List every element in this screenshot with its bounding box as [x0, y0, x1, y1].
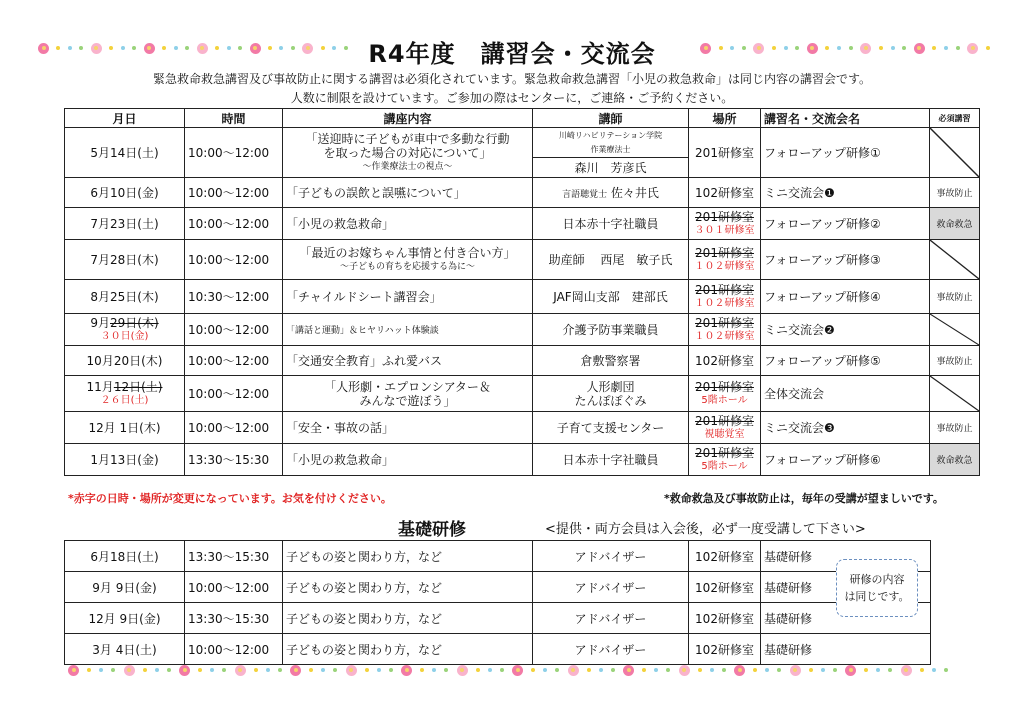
session-date: 5月14日(土) — [65, 128, 185, 178]
table-header-row — [65, 109, 980, 128]
dot-icon — [222, 668, 226, 672]
slash-line — [930, 376, 979, 411]
place-old: 201研修室 — [695, 209, 754, 224]
place-old: 201研修室 — [695, 245, 754, 260]
dot-icon — [420, 668, 424, 672]
dot-icon — [155, 668, 159, 672]
place-old: 201研修室 — [695, 413, 754, 428]
dot-icon — [543, 668, 547, 672]
callout-line: 研修の内容 — [849, 573, 905, 586]
session-place — [689, 376, 761, 412]
session-lecturer — [533, 178, 689, 208]
table-row — [65, 412, 980, 444]
lecturer-name: 佐々井氏 — [610, 186, 659, 200]
session-place — [689, 444, 761, 476]
callout-line: は同じです。 — [844, 590, 910, 603]
content-line: を取った場合の対応について」 — [323, 145, 492, 160]
required-empty — [930, 376, 980, 412]
flower-icon — [401, 665, 412, 676]
session-lecturer: 日本赤十字社職員 — [533, 444, 689, 476]
session-lecturer: 子育て支援センター — [533, 412, 689, 444]
required-badge: 事故防止 — [930, 412, 980, 444]
dot-icon — [278, 668, 282, 672]
date-old: 12日(土) — [113, 379, 163, 394]
basic-content: 子どもの姿と関わり方，など — [283, 634, 533, 665]
place-new: 視聴覚室 — [704, 428, 745, 440]
date-prefix: 11月 — [86, 379, 114, 394]
notice-line-2: 人数に制限を設けています。ご参加の際はセンターに，ご連絡・ご予約ください。 — [290, 91, 734, 105]
basic-date: 9月 9日(金) — [65, 572, 185, 603]
basic-place: 102研修室 — [689, 634, 761, 665]
table-row — [65, 128, 980, 158]
lecturer-role: 言語聴覚士 — [562, 190, 608, 200]
session-place: 102研修室 — [689, 346, 761, 376]
dot-icon — [476, 668, 480, 672]
dot-icon — [710, 668, 714, 672]
table-row — [65, 314, 980, 346]
session-content: 「交通安全教育」ふれ愛バス — [283, 346, 533, 376]
session-time: 10:00～12:00 — [185, 208, 283, 240]
session-date: 10月20日(木) — [65, 346, 185, 376]
session-content: 「講話と運動」＆ヒヤリハット体験談 — [283, 314, 533, 346]
table-row — [65, 634, 931, 665]
session-place: 102研修室 — [689, 178, 761, 208]
basic-lecturer: アドバイザー — [533, 634, 689, 665]
session-lecturer: 日本赤十字社職員 — [533, 208, 689, 240]
header-name: 講習名・交流会名 — [761, 109, 930, 128]
table-row — [65, 178, 980, 208]
session-name: フォローアップ研修⑥ — [761, 444, 930, 476]
session-lecturer: 倉敷警察署 — [533, 346, 689, 376]
table-row — [65, 541, 931, 572]
table-row — [65, 444, 980, 476]
table-row — [65, 603, 931, 634]
session-name: 全体交流会 — [761, 376, 930, 412]
dot-icon — [944, 668, 948, 672]
flower-icon — [845, 665, 856, 676]
dot-icon — [864, 668, 868, 672]
session-time: 10:30～12:00 — [185, 280, 283, 314]
basic-place: 102研修室 — [689, 572, 761, 603]
header-required: 必須講習 — [930, 109, 980, 128]
basic-name: 基礎研修 — [761, 572, 931, 603]
dot-icon — [99, 668, 103, 672]
basic-name: 基礎研修 — [761, 541, 931, 572]
session-name: フォローアップ研修① — [761, 128, 930, 178]
content-line: みんなで遊ぼう」 — [359, 393, 456, 408]
session-name: フォローアップ研修② — [761, 208, 930, 240]
session-content: 「チャイルドシート講習会」 — [283, 280, 533, 314]
place-new: １０２研修室 — [694, 330, 755, 342]
dot-icon — [555, 668, 559, 672]
dot-icon — [920, 668, 924, 672]
dot-icon — [210, 668, 214, 672]
place-new: １０２研修室 — [694, 297, 755, 309]
dot-icon — [611, 668, 615, 672]
place-new: 5階ホール — [701, 460, 748, 472]
session-content — [283, 240, 533, 280]
schedule-table — [64, 108, 980, 476]
session-place — [689, 314, 761, 346]
basic-content: 子どもの姿と関わり方，など — [283, 541, 533, 572]
required-empty — [930, 240, 980, 280]
lecturer-line: たんぽぽぐみ — [574, 393, 647, 408]
session-content: 「小児の救急救命」 — [283, 444, 533, 476]
basic-time: 10:00～12:00 — [185, 572, 283, 603]
flower-icon — [124, 665, 135, 676]
dot-icon — [389, 668, 393, 672]
place-old: 201研修室 — [695, 282, 754, 297]
basic-place: 102研修室 — [689, 603, 761, 634]
dot-icon — [321, 668, 325, 672]
session-date: 8月25日(木) — [65, 280, 185, 314]
flower-icon — [346, 665, 357, 676]
content-line: ～作業療法士の視点～ — [362, 161, 453, 172]
required-badge: 救命救急 — [930, 208, 980, 240]
place-old: 201研修室 — [695, 379, 754, 394]
session-name: ミニ交流会❷ — [761, 314, 930, 346]
basic-place: 102研修室 — [689, 541, 761, 572]
session-time: 10:00～12:00 — [185, 412, 283, 444]
flower-icon — [179, 665, 190, 676]
session-date: 7月28日(木) — [65, 240, 185, 280]
dot-icon — [753, 668, 757, 672]
session-time: 10:00～12:00 — [185, 128, 283, 178]
session-content — [283, 128, 533, 178]
flower-icon — [790, 665, 801, 676]
dot-icon — [500, 668, 504, 672]
dot-icon — [432, 668, 436, 672]
note-annual: *救命救急及び事故防止は，毎年の受講が望ましいです。 — [664, 492, 944, 505]
basic-date: 3月 4日(土) — [65, 634, 185, 665]
dot-icon — [111, 668, 115, 672]
date-old: 29日(木) — [110, 315, 159, 330]
session-name: フォローアップ研修③ — [761, 240, 930, 280]
dot-icon — [654, 668, 658, 672]
required-empty — [930, 128, 980, 178]
dot-icon — [377, 668, 381, 672]
session-name: ミニ交流会❶ — [761, 178, 930, 208]
slash-line — [930, 314, 979, 345]
flower-icon — [457, 665, 468, 676]
dot-icon — [777, 668, 781, 672]
session-lecturer: 助産師 西尾 敏子氏 — [533, 240, 689, 280]
flower-icon — [901, 665, 912, 676]
dot-icon — [531, 668, 535, 672]
flower-icon — [623, 665, 634, 676]
dot-icon — [765, 668, 769, 672]
session-lecturer-name: 森川 芳彦氏 — [533, 158, 689, 178]
session-date: 6月10日(金) — [65, 178, 185, 208]
note-changes: *赤字の日時・場所が変更になっています。お気を付けください。 — [68, 492, 392, 505]
required-badge: 事故防止 — [930, 280, 980, 314]
dot-icon — [444, 668, 448, 672]
date-prefix: 9月 — [90, 315, 110, 330]
dot-icon — [642, 668, 646, 672]
date-new: ２６日(土) — [100, 394, 149, 406]
basic-lecturer: アドバイザー — [533, 572, 689, 603]
basic-lecturer: アドバイザー — [533, 603, 689, 634]
session-name: ミニ交流会❸ — [761, 412, 930, 444]
dot-icon — [488, 668, 492, 672]
basic-content: 子どもの姿と関わり方，など — [283, 572, 533, 603]
dot-icon — [309, 668, 313, 672]
session-content: 「子どもの誤飲と誤嚥について」 — [283, 178, 533, 208]
session-lecturer: JAF岡山支部 建部氏 — [533, 280, 689, 314]
basic-name: 基礎研修 — [761, 634, 931, 665]
required-badge: 救命救急 — [930, 444, 980, 476]
session-content: 「小児の救急救命」 — [283, 208, 533, 240]
place-old: 201研修室 — [695, 445, 754, 460]
flower-icon — [679, 665, 690, 676]
header-lecturer: 講師 — [533, 109, 689, 128]
dot-icon — [143, 668, 147, 672]
table-row — [65, 208, 980, 240]
basic-time: 10:00～12:00 — [185, 634, 283, 665]
dot-icon — [167, 668, 171, 672]
date-new: ３０日(金) — [100, 330, 149, 342]
content-line: 「最近のお嫁ちゃん事情と付き合い方」 — [299, 245, 516, 260]
table-row — [65, 240, 980, 280]
place-new: １０２研修室 — [694, 260, 755, 272]
session-time: 10:00～12:00 — [185, 240, 283, 280]
session-lecturer — [533, 376, 689, 412]
content-line: ～子どもの育ちを応援する為に～ — [339, 261, 475, 272]
flower-icon — [734, 665, 745, 676]
dot-icon — [666, 668, 670, 672]
session-place: 201研修室 — [689, 128, 761, 178]
session-date: 12月 1日(木) — [65, 412, 185, 444]
notice-line-1: 緊急救命救急講習及び事故防止に関する講習は必須化されています。緊急救命救急講習「小児の救急救命」は同じ内容の講習会です。 — [152, 72, 872, 86]
place-new: ３０１研修室 — [694, 224, 755, 236]
table-row — [65, 346, 980, 376]
header-date: 月日 — [65, 109, 185, 128]
session-date: 7月23日(土) — [65, 208, 185, 240]
session-lecturer-org — [533, 128, 689, 158]
basic-date: 6月18日(土) — [65, 541, 185, 572]
session-time: 10:00～12:00 — [185, 178, 283, 208]
flower-icon — [235, 665, 246, 676]
dot-icon — [698, 668, 702, 672]
basic-lecturer: アドバイザー — [533, 541, 689, 572]
dot-icon — [266, 668, 270, 672]
session-place — [689, 208, 761, 240]
table-row — [65, 280, 980, 314]
dot-icon — [821, 668, 825, 672]
flower-icon — [568, 665, 579, 676]
dot-icon — [599, 668, 603, 672]
dot-icon — [722, 668, 726, 672]
content-line: 「送迎時に子どもが車中で多動な行動 — [305, 131, 510, 146]
slash-line — [930, 240, 979, 279]
dot-icon — [833, 668, 837, 672]
basic-name: 基礎研修 — [761, 603, 931, 634]
session-content — [283, 376, 533, 412]
basic-time: 13:30～15:30 — [185, 603, 283, 634]
dot-icon — [587, 668, 591, 672]
dot-icon — [888, 668, 892, 672]
flower-icon — [68, 665, 79, 676]
dot-icon — [198, 668, 202, 672]
session-place — [689, 412, 761, 444]
basic-content: 子どもの姿と関わり方，など — [283, 603, 533, 634]
required-empty — [930, 314, 980, 346]
header-content: 講座内容 — [283, 109, 533, 128]
basic-training-table — [64, 540, 931, 665]
session-place — [689, 240, 761, 280]
session-date: 1月13日(金) — [65, 444, 185, 476]
flower-icon — [290, 665, 301, 676]
basic-training-title: 基礎研修 — [398, 520, 466, 540]
session-content: 「安全・事故の話」 — [283, 412, 533, 444]
basic-date: 12月 9日(金) — [65, 603, 185, 634]
session-name: フォローアップ研修⑤ — [761, 346, 930, 376]
header-place: 場所 — [689, 109, 761, 128]
dot-icon — [254, 668, 258, 672]
required-badge: 事故防止 — [930, 346, 980, 376]
flower-icon — [512, 665, 523, 676]
content-line: 「人形劇・エプロンシアター＆ — [324, 379, 491, 394]
slash-line — [930, 128, 979, 177]
lecturer-role: 作業療法士 — [590, 144, 631, 154]
lecturer-line: 人形劇団 — [586, 379, 635, 394]
session-time: 10:00～12:00 — [185, 346, 283, 376]
session-time: 10:00～12:00 — [185, 314, 283, 346]
dot-icon — [365, 668, 369, 672]
session-time: 10:00～12:00 — [185, 376, 283, 412]
table-row — [65, 572, 931, 603]
dot-icon — [809, 668, 813, 672]
session-time: 13:30～15:30 — [185, 444, 283, 476]
basic-time: 13:30～15:30 — [185, 541, 283, 572]
session-place — [689, 280, 761, 314]
dot-icon — [876, 668, 880, 672]
session-lecturer: 介護予防事業職員 — [533, 314, 689, 346]
same-content-callout — [836, 559, 918, 617]
dot-icon — [87, 668, 91, 672]
dot-icon — [932, 668, 936, 672]
header-time: 時間 — [185, 109, 283, 128]
basic-training-note: <提供・両方会員は入会後，必ず一度受講して下さい> — [545, 522, 866, 537]
table-row — [65, 376, 980, 412]
required-badge: 事故防止 — [930, 178, 980, 208]
session-date — [65, 376, 185, 412]
place-old: 201研修室 — [695, 315, 754, 330]
session-name: フォローアップ研修④ — [761, 280, 930, 314]
session-date — [65, 314, 185, 346]
page-title: R4年度 講習会・交流会 — [368, 40, 656, 68]
lecturer-org: 川崎リハビリテーション学院 — [558, 130, 663, 140]
place-new: 5階ホール — [701, 394, 748, 406]
dot-icon — [333, 668, 337, 672]
